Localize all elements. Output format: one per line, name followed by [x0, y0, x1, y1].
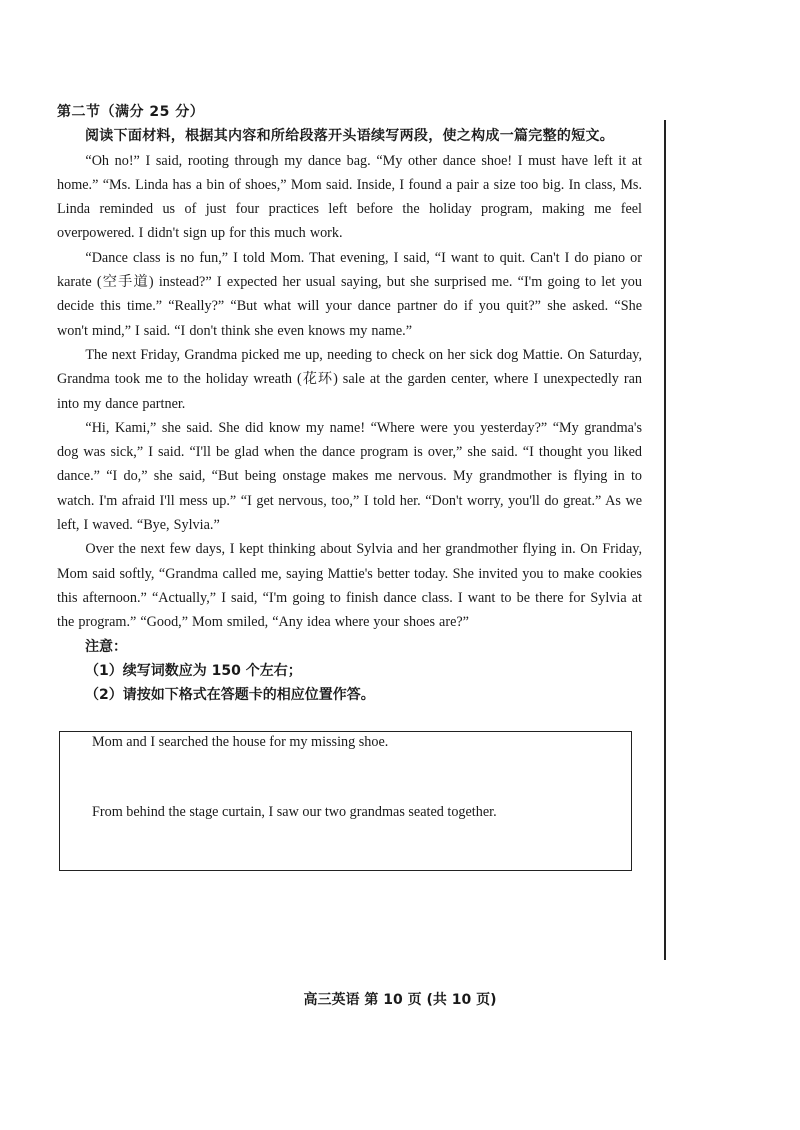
- passage-paragraph-1: “Oh no!” I said, rooting through my dance bag. “My other dance shoe! I must have left it at home.” “Ms. Linda has a bin of shoes,” Mom said. Inside, I found a pair a size too big. In class, Ms. Linda reminded us of just four practices left before the holiday program, making me feel overpowered. I didn't sign up for this much work.: [57, 152, 642, 242]
- answer-format-box: [59, 731, 632, 871]
- page-footer: 高三英语 第 10 页 (共 10 页): [303, 992, 497, 1008]
- passage-paragraph-3: The next Friday, Grandma picked me up, needing to check on her sick dog Mattie. On Saturday, Grandma took me to the holiday wreath (花环) sale at the garden center, where I unexpectedly ran into my dance partner.: [57, 346, 642, 412]
- notes-title: 注意：: [85, 638, 127, 655]
- passage-paragraph-4: “Hi, Kami,” she said. She did know my name! “Where were you yesterday?” “My grandma's dog was sick,” I said. “I'll be glad when the dance program is over,” she said. “I thought you liked dance.” “I do,” she said, “But being onstage makes me nervous. My grandmother is flying in to watch. I'm afraid I'll mess up.” “I get nervous, too,” I told her. “Don't worry, you'll do great.” As we left, I waved. “Bye, Sylvia.”: [57, 419, 642, 534]
- paragraph-opening-1: Mom and I searched the house for my missing shoe.: [92, 734, 389, 750]
- section-instruction: 阅读下面材料，根据其内容和所给段落开头语续写两段，使之构成一篇完整的短文。: [85, 128, 615, 145]
- paragraph-opening-2: From behind the stage curtain, I saw our two grandmas seated together.: [92, 804, 497, 820]
- section-heading: 第二节（满分 25 分）: [57, 104, 205, 120]
- passage-paragraph-5: Over the next few days, I kept thinking about Sylvia and her grandmother flying in. On Friday, Mom said softly, “Grandma called me, saying Mattie's better today. She invited you to make cookies this afternoon.” “Actually,” I said, “I'm going to finish dance class. I want to be there for Sylvia at the program.” “Good,” Mom smiled, “Any idea where your shoes are?”: [57, 541, 642, 631]
- margin-rule: [664, 120, 666, 960]
- passage-paragraph-2: “Dance class is no fun,” I told Mom. That evening, I said, “I want to quit. Can't I do piano or karate (空手道) instead?” I expected her usual saying, but she surprised me. “I'm going to let you decide this time.” “Really?” “But what will your dance partner do if you quit?” she asked. “She won't mind,” I said. “I don't think she even knows my name.”: [57, 249, 642, 339]
- note-item-1: （1）续写词数应为 150 个左右；: [85, 662, 302, 679]
- note-item-2: （2）请按如下格式在答题卡的相应位置作答。: [85, 687, 375, 704]
- section-content: [57, 100, 642, 707]
